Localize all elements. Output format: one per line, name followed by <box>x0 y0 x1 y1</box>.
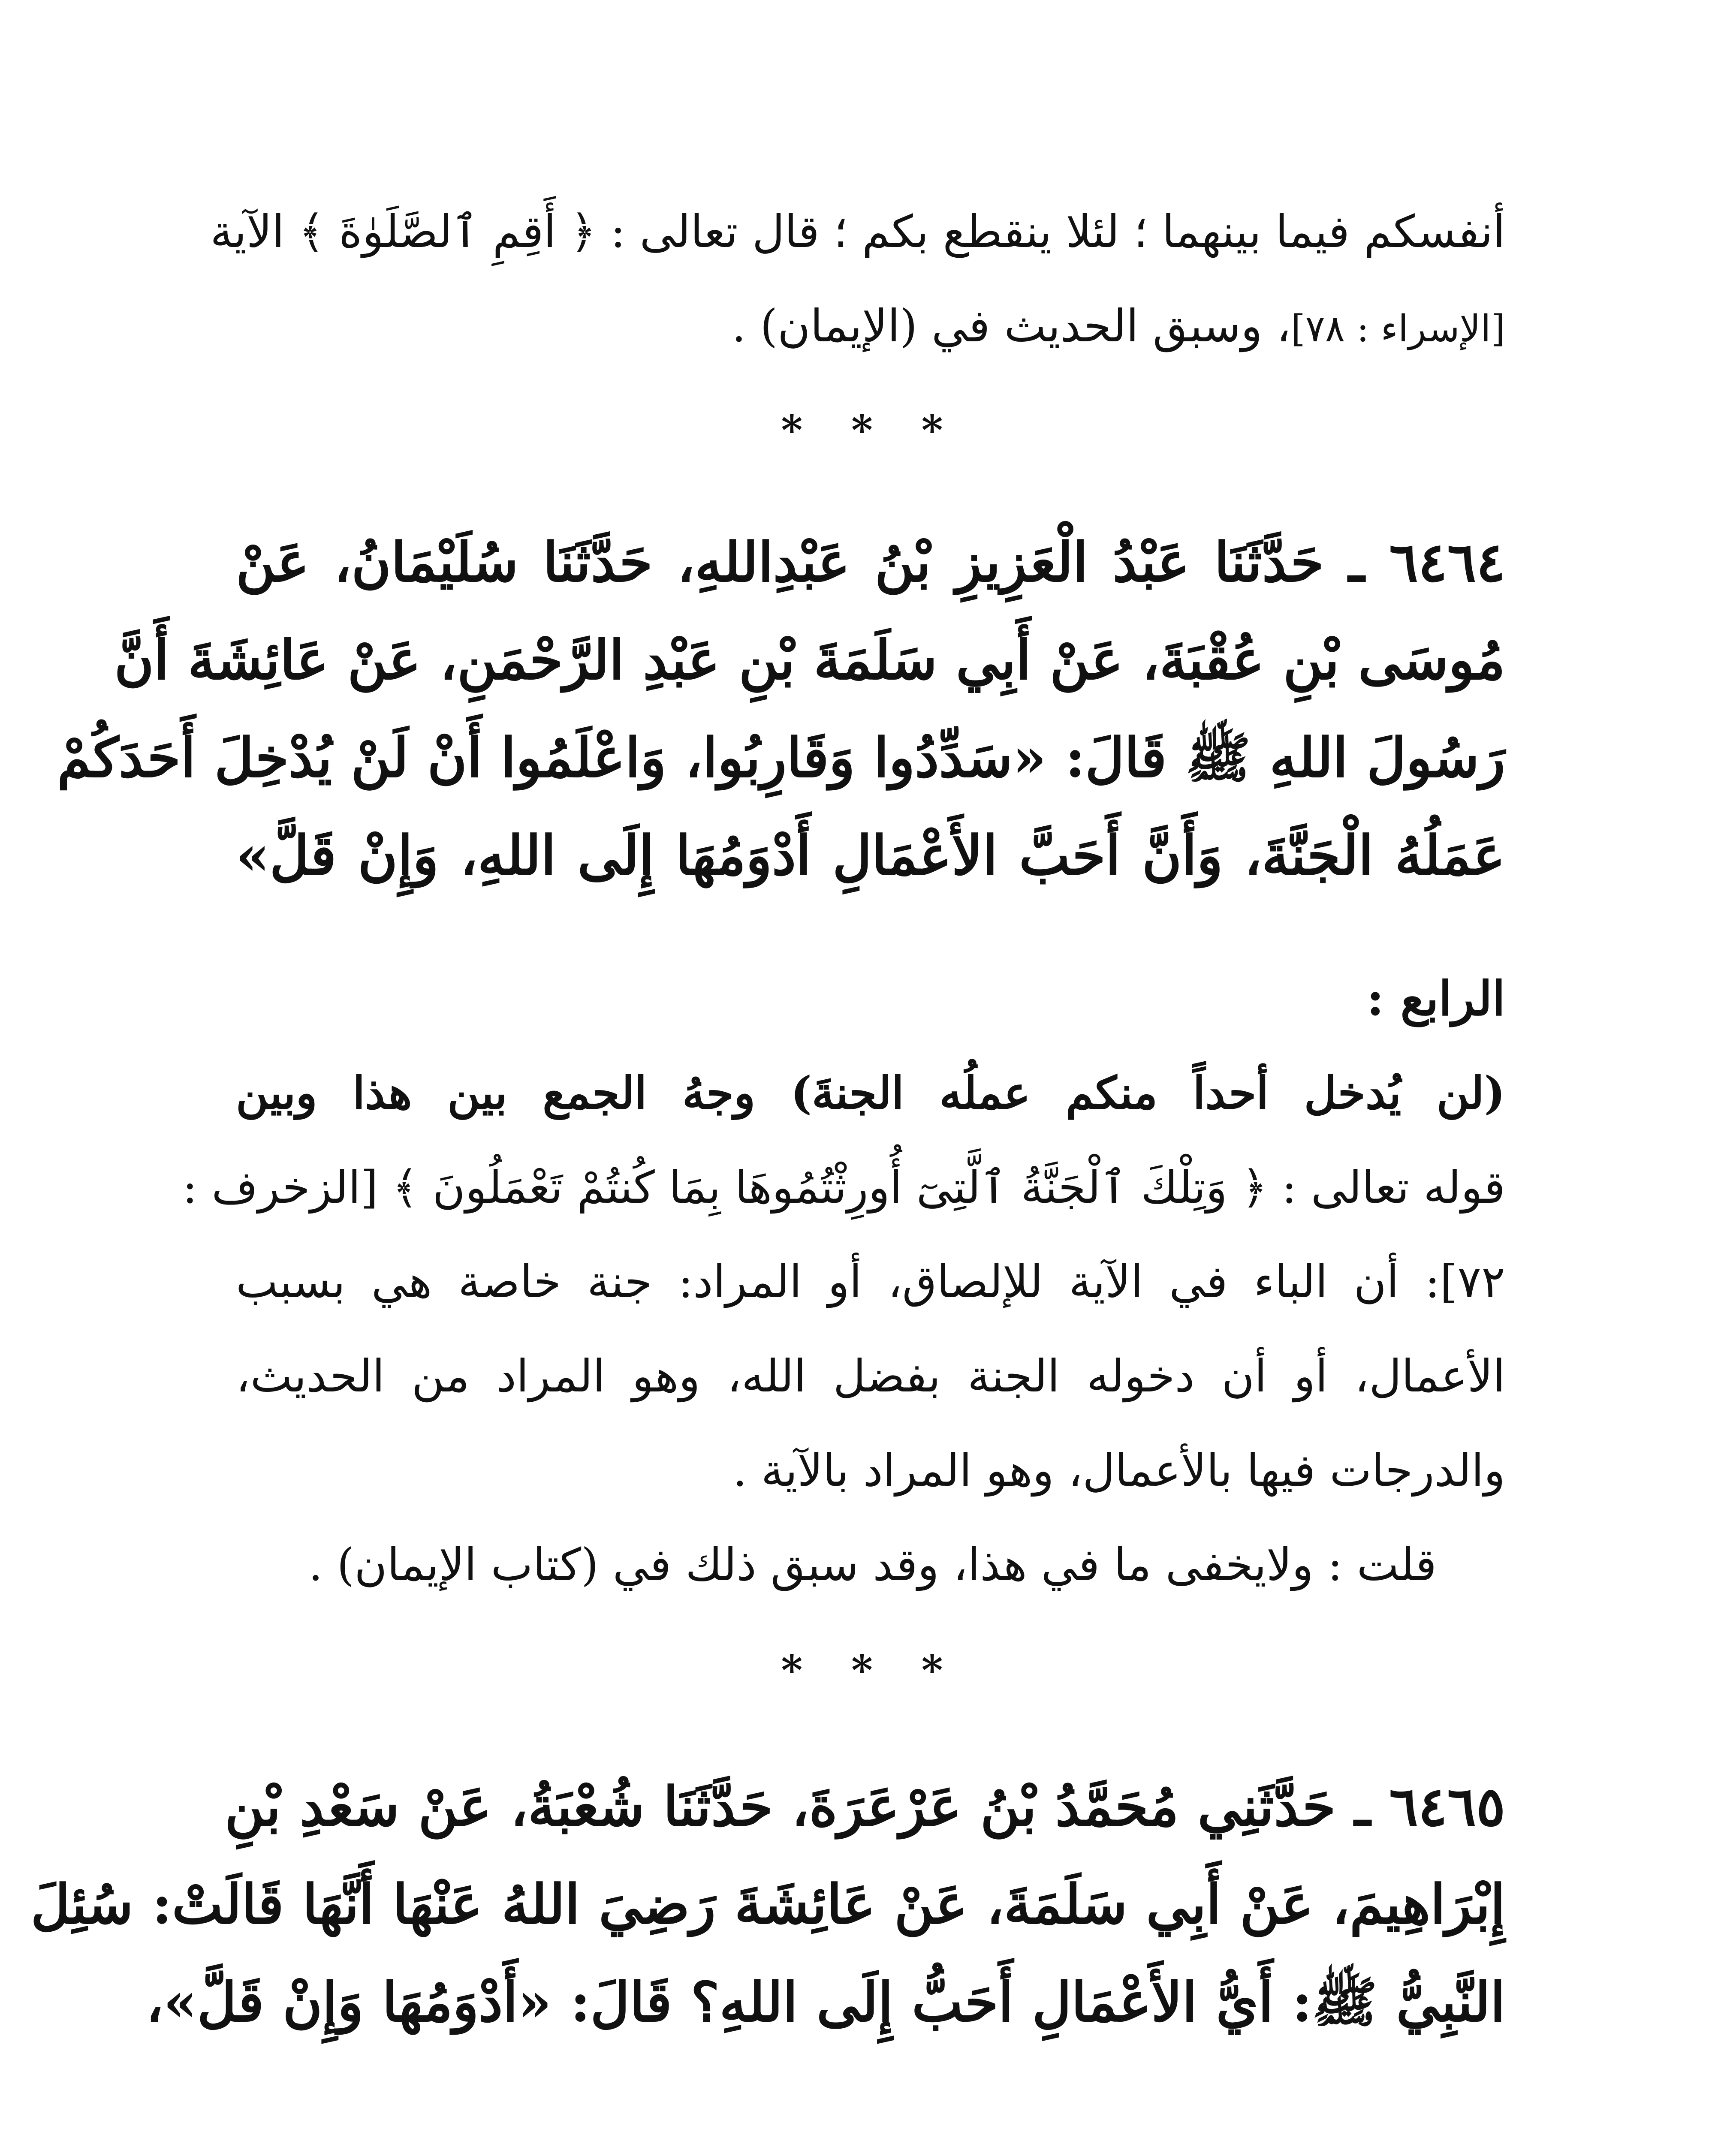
hadith-6464-line-4: عَمَلُهُ الْجَنَّةَ، وَأَنَّ أَحَبَّ الأَعْمَالِ أَدْوَمُهَا إِلَى اللهِ، وَإِنْ قَلَّ» <box>236 824 1505 887</box>
intro-block <box>210 184 1505 376</box>
intro-line-2-text: ، وسبق الحديث في (الإيمان) . <box>732 300 1291 352</box>
commentary-heading: الرابع : <box>1366 971 1505 1026</box>
hadith-6465-line-1: ٦٤٦٥ ـ حَدَّثَنِي مُحَمَّدُ بْنُ عَرْعَرَةَ، حَدَّثَنَا شُعْبَةُ، عَنْ سَعْدِ بْنِ <box>225 1775 1505 1838</box>
commentary-line-6: قلت : ولايخفى ما في هذا، وقد سبق ذلك في (كتاب الإيمان) . <box>308 1539 1437 1591</box>
commentary-line-2: قوله تعالى : ﴿ وَتِلْكَ ٱلْجَنَّةُ ٱلَّتِىٓ أُورِثْتُمُوهَا بِمَا كُنتُمْ تَعْمَلُونَ ﴾ [الزخرف : <box>182 1161 1505 1214</box>
commentary-line-1: (لن يُدخل أحداً منكم عملُه الجنةَ) وجهُ الجمع بين هذا وبين <box>236 1066 1505 1119</box>
hadith-6465-line-3: النَّبِيُّ ﷺ: أَيُّ الأَعْمَالِ أَحَبُّ إِلَى اللهِ؟ قَالَ: «أَدْوَمُهَا وَإِنْ قَلَّ»، <box>146 1970 1505 2034</box>
hadith-6464-line-2: مُوسَى بْنِ عُقْبَةَ، عَنْ أَبِي سَلَمَةَ بْنِ عَبْدِ الرَّحْمَنِ، عَنْ عَائِشَةَ أَنَّ <box>114 628 1505 692</box>
hadith-6464 <box>57 513 1505 904</box>
intro-line-2 <box>236 279 1505 376</box>
hadith-6465 <box>30 1758 1505 2051</box>
hadith-6464-line-1: ٦٤٦٤ ـ حَدَّثَنَا عَبْدُ الْعَزِيزِ بْنُ عَبْدِاللهِ، حَدَّثَنَا سُلَيْمَانُ، عَنْ <box>236 530 1505 594</box>
section-separator-1: * * * <box>781 406 960 455</box>
intro-line-1: أنفسكم فيما بينهما ؛ لئلا ينقطع بكم ؛ قال تعالى : ﴿ أَقِمِ ٱلصَّلَوٰةَ ﴾ الآية <box>210 205 1505 258</box>
section-separator-2: * * * <box>781 1646 960 1695</box>
hadith-6464-line-3: رَسُولَ اللهِ ﷺ قَالَ: «سَدِّدُوا وَقَارِبُوا، وَاعْلَمُوا أَنْ لَنْ يُدْخِلَ أَحَدَكُمْ <box>57 726 1505 789</box>
commentary-line-5: والدرجات فيها بالأعمال، وهو المراد بالآية . <box>732 1444 1505 1497</box>
hadith-6465-line-2: إِبْرَاهِيمَ، عَنْ أَبِي سَلَمَةَ، عَنْ عَائِشَةَ رَضِيَ اللهُ عَنْهَا أَنَّهَا قَالَتْ: سُئِلَ <box>30 1873 1505 1936</box>
commentary-line-4: الأعمال، أو أن دخوله الجنة بفضل الله، وهو المراد من الحديث، <box>236 1350 1506 1402</box>
commentary-line-3: ٧٢]: أن الباء في الآية للإلصاق، أو المراد: جنة خاصة هي بسبب <box>236 1256 1505 1308</box>
quran-reference: [الإسراء : ٧٨] <box>1291 307 1505 350</box>
commentary-block <box>182 952 1506 1612</box>
page-body <box>30 184 1506 2051</box>
